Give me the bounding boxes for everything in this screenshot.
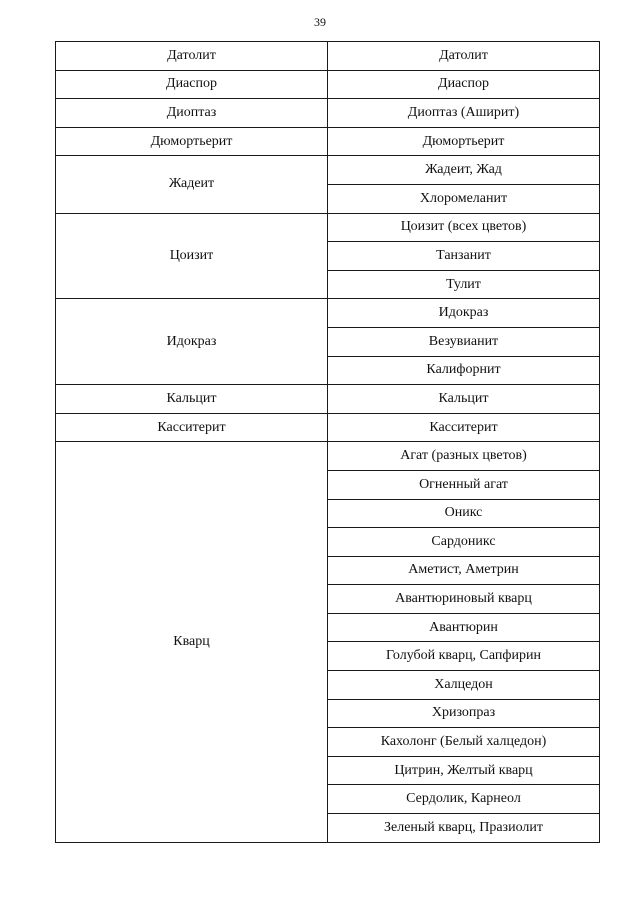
mineral-variety-name: Тулит <box>328 270 600 299</box>
mineral-variety-name: Диаспор <box>328 70 600 99</box>
table-row <box>56 99 600 128</box>
table-row <box>56 70 600 99</box>
mineral-variety-name: Агат (разных цветов) <box>328 442 600 471</box>
table-row <box>56 156 600 185</box>
mineral-variety-name: Халцедон <box>328 671 600 700</box>
mineral-variety-name: Идокраз <box>328 299 600 328</box>
mineral-variety-name: Диоптаз (Аширит) <box>328 99 600 128</box>
table-row <box>56 442 600 471</box>
table-body <box>56 42 600 843</box>
mineral-group-name: Цоизит <box>56 213 328 299</box>
mineral-variety-name: Голубой кварц, Сапфирин <box>328 642 600 671</box>
mineral-variety-name: Хризопраз <box>328 699 600 728</box>
mineral-variety-name: Дюмортьерит <box>328 127 600 156</box>
mineral-group-name: Касситерит <box>56 413 328 442</box>
mineral-variety-name: Кальцит <box>328 385 600 414</box>
mineral-variety-name: Оникс <box>328 499 600 528</box>
mineral-group-name: Диоптаз <box>56 99 328 128</box>
mineral-variety-name: Зеленый кварц, Празиолит <box>328 814 600 843</box>
mineral-variety-name: Сардоникс <box>328 528 600 557</box>
mineral-variety-name: Огненный агат <box>328 470 600 499</box>
mineral-group-name: Дюмортьерит <box>56 127 328 156</box>
mineral-variety-name: Калифорнит <box>328 356 600 385</box>
page-number: 39 <box>314 15 326 29</box>
table-row <box>56 299 600 328</box>
mineral-variety-name: Авантюрин <box>328 613 600 642</box>
table-row <box>56 413 600 442</box>
table-row <box>56 127 600 156</box>
mineral-variety-name: Жадеит, Жад <box>328 156 600 185</box>
table-row <box>56 213 600 242</box>
mineral-variety-name: Хлоромеланит <box>328 184 600 213</box>
mineral-variety-name: Цоизит (всех цветов) <box>328 213 600 242</box>
table-row <box>56 385 600 414</box>
mineral-variety-name: Цитрин, Желтый кварц <box>328 756 600 785</box>
mineral-variety-name: Кахолонг (Белый халцедон) <box>328 728 600 757</box>
mineral-group-name: Идокраз <box>56 299 328 385</box>
mineral-variety-name: Касситерит <box>328 413 600 442</box>
mineral-group-name: Жадеит <box>56 156 328 213</box>
mineral-variety-name: Танзанит <box>328 242 600 271</box>
mineral-group-name: Датолит <box>56 42 328 71</box>
mineral-group-name: Кварц <box>56 442 328 842</box>
mineral-variety-name: Везувианит <box>328 327 600 356</box>
table-row <box>56 42 600 71</box>
mineral-variety-name: Аметист, Аметрин <box>328 556 600 585</box>
mineral-group-name: Диаспор <box>56 70 328 99</box>
mineral-variety-name: Сердолик, Карнеол <box>328 785 600 814</box>
mineral-variety-name: Датолит <box>328 42 600 71</box>
minerals-table <box>55 41 600 843</box>
mineral-variety-name: Авантюриновый кварц <box>328 585 600 614</box>
mineral-group-name: Кальцит <box>56 385 328 414</box>
